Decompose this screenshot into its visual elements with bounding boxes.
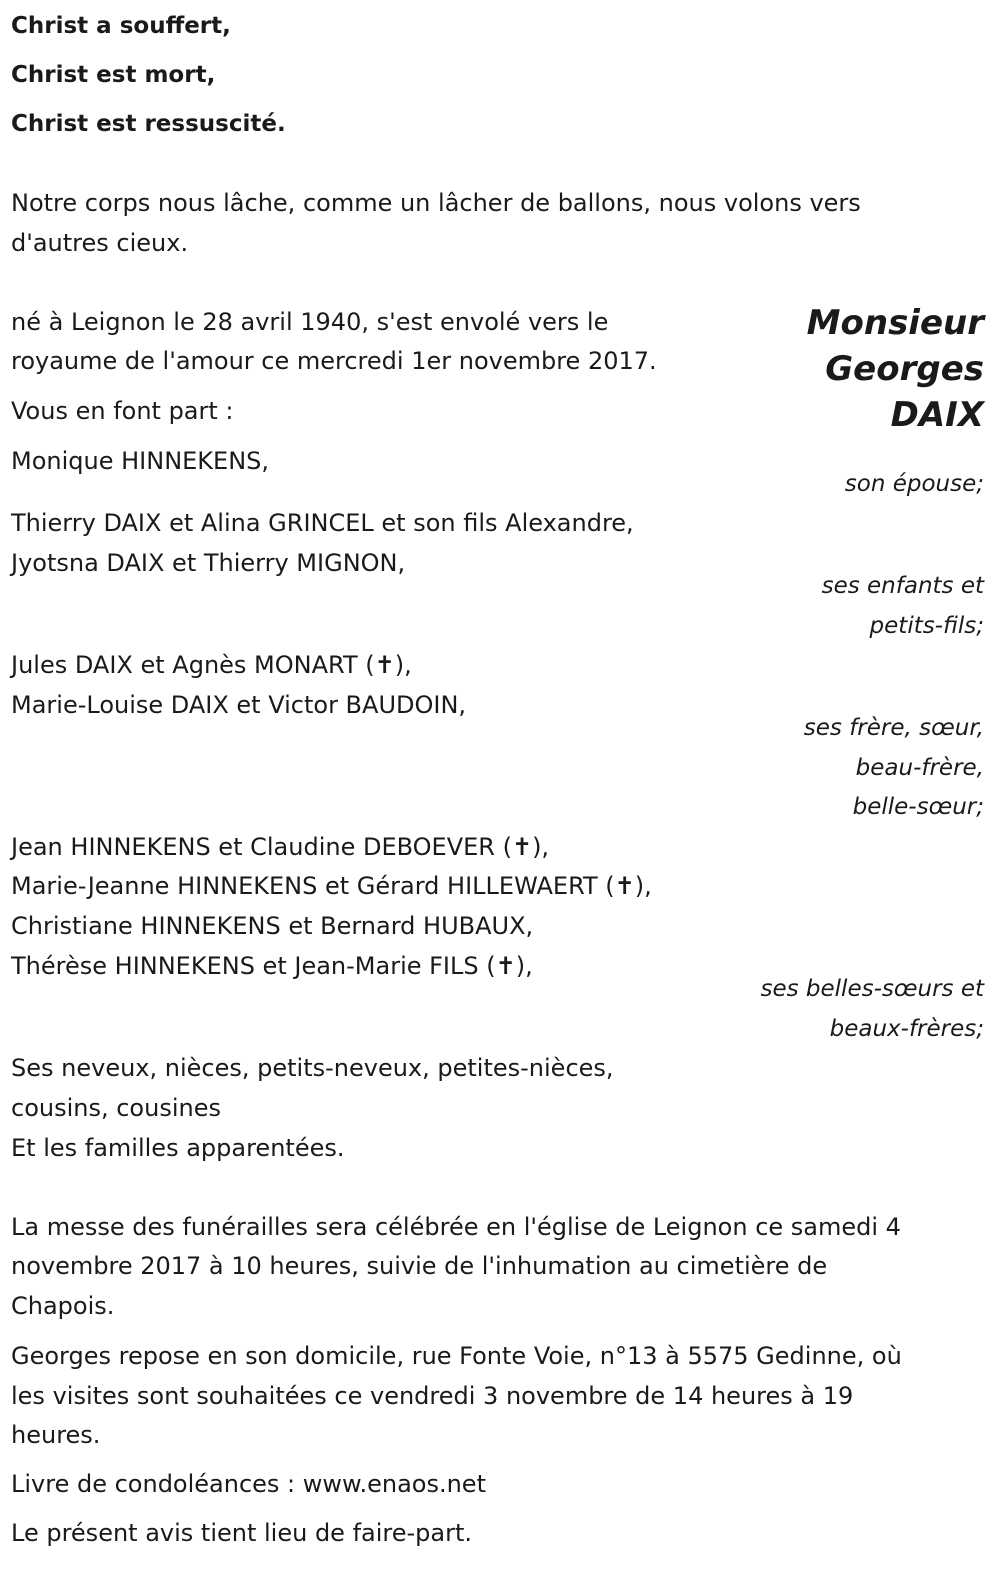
condolences-text: Livre de condoléances : www.enaos.net	[11, 1470, 486, 1498]
motto-line-2: Christ est mort,	[11, 62, 216, 88]
visitation-line-1: Georges repose en son domicile, rue Fonte Voie, n°13 à 5575 Gedinne, où	[11, 1342, 902, 1370]
funeral-line-3: Chapois.	[11, 1292, 115, 1320]
intro-line-1: Notre corps nous lâche, comme un lâcher de ballons, nous volons vers	[11, 189, 861, 217]
child-line-2: Jyotsna DAIX et Thierry MIGNON,	[11, 549, 406, 577]
children-relation-line-2: petits-fils;	[869, 613, 984, 639]
inlaw-line-3: Christiane HINNEKENS et Bernard HUBAUX,	[11, 912, 534, 940]
inlaw-line-1: Jean HINNEKENS et Claudine DEBOEVER (✝),	[11, 833, 550, 861]
birth-death-line-1: né à Leignon le 28 avril 1940, s'est envolé vers le	[11, 308, 609, 336]
closing-text: Le présent avis tient lieu de faire-part.	[11, 1519, 473, 1547]
sibling-line-1: Jules DAIX et Agnès MONART (✝),	[11, 651, 412, 679]
deceased-name	[807, 300, 984, 438]
motto-line-3: Christ est ressuscité.	[11, 111, 286, 137]
inlaw-line-2: Marie-Jeanne HINNEKENS et Gérard HILLEWAERT (✝),	[11, 872, 652, 900]
deceased-title: Monsieur	[806, 303, 984, 343]
child-line-1: Thierry DAIX et Alina GRINCEL et son fils Alexandre,	[11, 509, 634, 537]
inlaw-line-4: Thérèse HINNEKENS et Jean-Marie FILS (✝),	[11, 952, 533, 980]
siblings-relation-line-2: beau-frère,	[855, 755, 984, 781]
visitation-line-3: heures.	[11, 1421, 101, 1449]
deceased-first-name: Georges	[825, 349, 984, 389]
deceased-last-name: DAIX	[890, 395, 984, 435]
announce-text: Vous en font part :	[11, 397, 234, 425]
intro-line-2: d'autres cieux.	[11, 229, 189, 257]
extended-line-2: cousins, cousines	[11, 1094, 221, 1122]
inlaws-relation-line-2: beaux-frères;	[829, 1016, 984, 1042]
visitation-line-2: les visites sont souhaitées ce vendredi 3 novembre de 14 heures à 19	[11, 1382, 854, 1410]
sibling-line-2: Marie-Louise DAIX et Victor BAUDOIN,	[11, 691, 467, 719]
siblings-relation-line-3: belle-sœur;	[852, 794, 984, 820]
extended-line-3: Et les familles apparentées.	[11, 1134, 345, 1162]
motto-line-1: Christ a souffert,	[11, 13, 231, 39]
spouse-name: Monique HINNEKENS,	[11, 447, 270, 475]
extended-line-1: Ses neveux, nièces, petits-neveux, petites-nièces,	[11, 1054, 614, 1082]
funeral-line-1: La messe des funérailles sera célébrée en l'église de Leignon ce samedi 4	[11, 1213, 901, 1241]
siblings-relation-line-1: ses frère, sœur,	[803, 715, 984, 741]
inlaws-relation-line-1: ses belles-sœurs et	[760, 976, 984, 1002]
children-relation-line-1: ses enfants et	[821, 573, 984, 599]
birth-death-line-2: royaume de l'amour ce mercredi 1er novembre 2017.	[11, 347, 657, 375]
funeral-line-2: novembre 2017 à 10 heures, suivie de l'inhumation au cimetière de	[11, 1252, 828, 1280]
spouse-relation: son épouse;	[844, 471, 984, 497]
